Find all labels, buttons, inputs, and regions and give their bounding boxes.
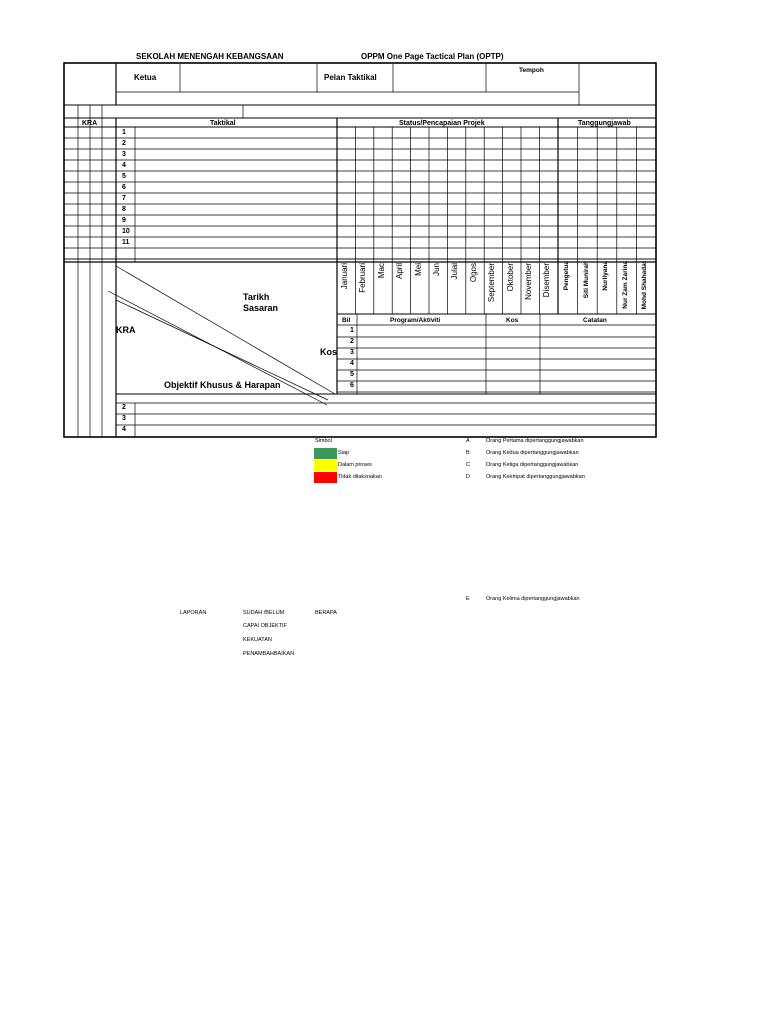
person-label: Siti Munirah <box>582 261 590 299</box>
tanggung-header: Tanggungjawab <box>578 120 631 127</box>
row-number: 7 <box>122 195 126 202</box>
penambahbaikan-note: PENAMBAHBAIKAN <box>243 651 295 657</box>
program-row-number: 3 <box>350 349 354 356</box>
resp-text: Orang Kelima dipertanggungjawabkan <box>486 596 580 602</box>
resp-text: Orang Ketiga dipertanggungjawabkan <box>486 462 579 468</box>
legend-label: Siap <box>338 450 350 456</box>
row-number: 2 <box>122 140 126 147</box>
month-label: Julai <box>450 263 460 280</box>
month-label: November <box>524 263 533 300</box>
kra-header: KRA <box>82 120 98 127</box>
lower-row-number: 2 <box>122 404 126 411</box>
program-row-number: 4 <box>350 360 354 367</box>
row-number: 8 <box>122 206 126 213</box>
laporan-note: LAPORAN <box>180 610 207 616</box>
berapa-note: BERAPA <box>315 610 337 616</box>
capai-note: CAPAI OBJEKTIF <box>243 623 287 629</box>
tarikh-label: Tarikh <box>243 292 270 302</box>
program-header: Program/Aktiviti <box>390 317 441 324</box>
lower-row-number: 4 <box>122 426 126 433</box>
row-number: 1 <box>122 129 126 136</box>
row-number: 5 <box>122 173 126 180</box>
oppm-title: OPPM One Page Tactical Plan (OPTP) <box>361 52 504 61</box>
bil-header: Bil <box>342 317 351 324</box>
kos-diag-label: Kos <box>320 347 338 357</box>
legend-swatch <box>314 448 337 459</box>
month-label: Mac <box>376 263 386 279</box>
resp-code: C <box>466 462 470 468</box>
resp-text: Orang Pertama dipertanggungjawabkan <box>486 438 584 444</box>
sudah-note: SUDAH /BELUM <box>243 610 285 616</box>
month-label: Januari <box>340 263 349 290</box>
month-label: April <box>395 263 405 280</box>
legend-swatch <box>314 472 337 483</box>
resp-code: E <box>466 596 470 602</box>
program-row-number: 5 <box>350 371 354 378</box>
program-row-number: 2 <box>350 338 354 345</box>
month-label: Ogos <box>468 263 478 283</box>
kra-diag-label: KRA <box>116 325 136 335</box>
legend-label: Dalam proses <box>338 462 372 468</box>
resp-text: Orang Kedua dipertanggungjawabkan <box>486 450 579 456</box>
status-header: Status/Pencapaian Projek <box>399 120 485 127</box>
lower-row-number: 3 <box>122 415 126 422</box>
row-number: 9 <box>122 217 126 224</box>
person-label: Pengetua <box>563 261 570 291</box>
month-label: Jun <box>432 263 441 276</box>
month-label: Disember <box>542 263 552 298</box>
month-label: Oktober <box>505 263 515 292</box>
resp-text: Orang Keempat dipertanggungjawabkan <box>486 474 585 480</box>
month-label: Februari <box>358 263 368 293</box>
kekuatan-note: KEKUATAN <box>243 637 272 643</box>
row-number: 6 <box>122 184 126 191</box>
objektif-label: Objektif Khusus & Harapan <box>164 380 281 390</box>
row-number: 4 <box>122 162 126 169</box>
resp-code: D <box>466 474 470 480</box>
month-label: Mei <box>413 263 423 276</box>
pelan-label: Pelan Taktikal <box>324 73 377 82</box>
school-title: SEKOLAH MENENGAH KEBANGSAAN <box>136 52 284 61</box>
program-row-number: 6 <box>350 382 354 389</box>
legend-swatch <box>314 460 337 471</box>
resp-code: A <box>466 438 470 444</box>
tempoh-label: Tempoh <box>519 67 544 74</box>
month-label: September <box>487 263 497 303</box>
row-number: 11 <box>122 239 130 246</box>
person-label: Nur Zam Zarina <box>621 261 629 309</box>
sasaran-label: Sasaran <box>243 303 279 313</box>
ketua-label: Ketua <box>134 73 157 82</box>
kos-header: Kos <box>506 317 519 324</box>
person-label: Nurliyana <box>602 261 610 291</box>
row-number: 10 <box>122 228 130 235</box>
program-row-number: 1 <box>350 327 354 334</box>
person-label: Mohd Shahadat <box>641 261 649 310</box>
taktikal-header: Taktikal <box>210 120 236 127</box>
row-number: 3 <box>122 151 126 158</box>
resp-code: B <box>466 450 470 456</box>
legend-title: Simbol <box>315 438 332 444</box>
legend-label: Tidak dilaksnakan <box>338 474 382 480</box>
catatan-header: Catatan <box>583 317 607 324</box>
